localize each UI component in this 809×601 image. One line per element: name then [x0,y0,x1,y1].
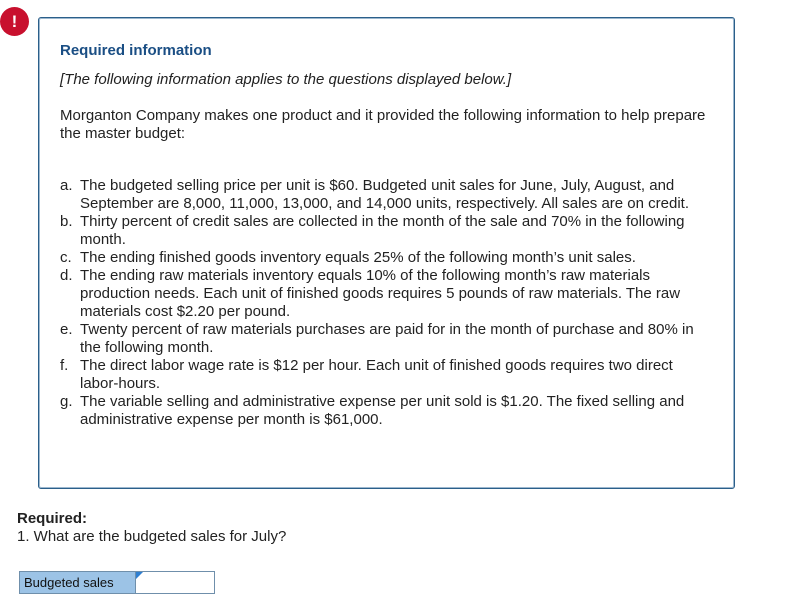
list-item [60,321,710,357]
list-item [60,177,710,213]
info-list [60,177,710,429]
list-item-marker: c. [60,249,72,266]
info-title: Required information [60,42,212,59]
list-item-text: The ending finished goods inventory equals 25% of the following month’s unit sales. [80,249,636,266]
list-item-text: The variable selling and administrative expense per unit sold is $1.20. The fixed selling and administrative expense per month is $61,000. [80,393,685,428]
list-item [60,357,710,393]
list-item [60,267,710,321]
info-note: [The following information applies to the questions displayed below.] [60,71,512,88]
budgeted-sales-input[interactable] [136,572,214,593]
list-item-marker: f. [60,357,69,374]
budgeted-sales-answer-row [19,571,215,594]
list-item-text: The budgeted selling price per unit is $60. Budgeted unit sales for June, July, August, and September are 8,000, 11,000, 13,000, and 14,000 units, respectively. All sales are on credit. [80,177,689,212]
required-heading: Required: [17,510,88,527]
info-intro: Morganton Company makes one product and it provided the following information to help prepare the master budget: [60,107,706,142]
list-item [60,213,710,249]
alert-icon: ! [0,7,29,36]
budgeted-sales-label: Budgeted sales [19,571,135,594]
question-text: 1. What are the budgeted sales for July? [17,528,287,545]
budgeted-sales-cell[interactable] [135,571,215,594]
list-item-marker: e. [60,321,73,338]
list-item-marker: d. [60,267,73,284]
list-item [60,249,710,267]
list-item-text: The ending raw materials inventory equals 10% of the following month’s raw materials production needs. Each unit of finished goods requires 5 pounds of raw materials. The raw materials cost $2.20 per pound. [80,267,681,320]
list-item-text: The direct labor wage rate is $12 per hour. Each unit of finished goods requires two direct labor-hours. [80,357,673,392]
required-information-panel [38,17,735,489]
list-item-marker: a. [60,177,73,194]
list-item [60,393,710,429]
list-item-marker: b. [60,213,73,230]
list-item-marker: g. [60,393,73,410]
list-item-text: Thirty percent of credit sales are collected in the month of the sale and 70% in the following month. [80,213,685,248]
list-item-text: Twenty percent of raw materials purchases are paid for in the month of purchase and 80% in the following month. [80,321,694,356]
